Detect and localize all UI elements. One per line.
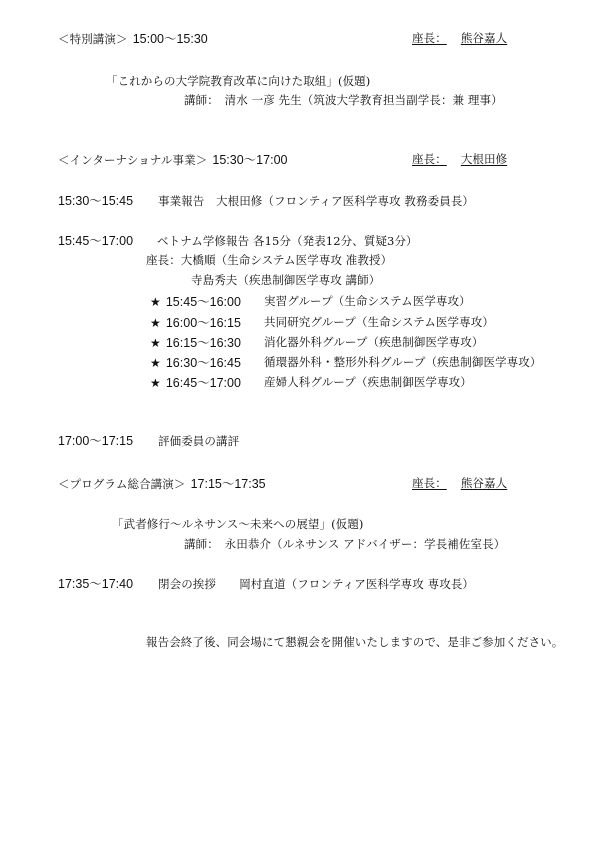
- special-lecture-topic: 「これからの大学院教育改革に向けた取組」(仮題): [106, 74, 371, 88]
- group-time: 16:15〜16:30: [165, 336, 241, 350]
- special-lecture-title: ＜特別講演＞: [58, 32, 128, 46]
- group-name: 共同研究グループ（生命システム医学専攻）: [264, 315, 494, 329]
- closing-text: 閉会の挨拶 岡村直道（フロンティア医科学専攻 専攻長）: [158, 577, 475, 591]
- special-lecture-lecturer: 講師： 清水 一彦 先生（筑波大学教育担当副学長：兼 理事）: [184, 93, 503, 107]
- chair-label: 座長：: [412, 152, 447, 166]
- group-name: 産婦人科グループ（疾患制御医学専攻）: [264, 375, 472, 389]
- group-row: [150, 354, 241, 371]
- intl-chair: [412, 151, 507, 167]
- program-heading: [58, 475, 266, 492]
- group-row: [150, 334, 241, 351]
- closing-time: 17:35〜17:40: [58, 577, 134, 591]
- star-icon: ★: [150, 295, 161, 309]
- program-time: 17:15〜17:35: [190, 477, 266, 491]
- intl-title: ＜インターナショナル事業＞: [58, 153, 208, 167]
- star-icon: ★: [150, 376, 161, 390]
- program-title: ＜プログラム総合講演＞: [58, 477, 186, 491]
- chair-label: 座長：: [412, 476, 447, 490]
- special-lecture-chair: [412, 30, 507, 46]
- group-time: 16:00〜16:15: [165, 316, 241, 330]
- chair-name: 大根田修: [460, 152, 508, 166]
- intl-heading: [58, 151, 287, 168]
- program-topic: 「武者修行〜ルネサンス〜未来への展望」(仮題): [112, 517, 364, 531]
- special-lecture-heading: [58, 30, 208, 47]
- group-row: [150, 314, 241, 331]
- review-time: 17:00〜17:15: [58, 434, 134, 448]
- chair-name: 熊谷嘉人: [460, 476, 508, 490]
- review-text: 評価委員の講評: [158, 434, 240, 448]
- program-lecturer: 講師： 永田恭介（ルネサンス アドバイザー：学長補佐室長）: [184, 537, 506, 551]
- group-name: 循環器外科・整形外科グループ（疾患制御医学専攻）: [264, 355, 542, 369]
- group-time: 16:30〜16:45: [165, 356, 241, 370]
- report-text: 事業報告 大根田修（フロンティア医科学専攻 教務委員長）: [158, 194, 475, 208]
- group-time: 15:45〜16:00: [165, 295, 241, 309]
- group-time: 16:45〜17:00: [165, 376, 241, 390]
- intl-time: 15:30〜17:00: [212, 153, 288, 167]
- group-row: [150, 293, 241, 310]
- chair-label: 座長：: [412, 31, 447, 45]
- vietnam-chair-2: 寺島秀夫（疾患制御医学専攻 講師）: [191, 273, 381, 287]
- star-icon: ★: [150, 336, 161, 350]
- report-time: 15:30〜15:45: [58, 194, 134, 208]
- group-name: 消化器外科グループ（疾患制御医学専攻）: [264, 335, 484, 349]
- chair-name: 熊谷嘉人: [460, 31, 508, 45]
- vietnam-title: ベトナム学修報告 各15分（発表12分、質疑3分）: [157, 234, 418, 248]
- vietnam-time: 15:45〜17:00: [58, 234, 134, 248]
- vietnam-chair-1: 座長：大橋順（生命システム医学専攻 准教授）: [146, 253, 393, 267]
- group-row: [150, 374, 241, 391]
- footer-note: 報告会終了後、同会場にて懇親会を開催いたしますので、是非ご参加ください。: [146, 635, 564, 649]
- group-name: 実習グループ（生命システム医学専攻）: [264, 294, 471, 308]
- star-icon: ★: [150, 356, 161, 370]
- special-lecture-time: 15:00〜15:30: [132, 32, 208, 46]
- program-chair: [412, 475, 507, 491]
- star-icon: ★: [150, 316, 161, 330]
